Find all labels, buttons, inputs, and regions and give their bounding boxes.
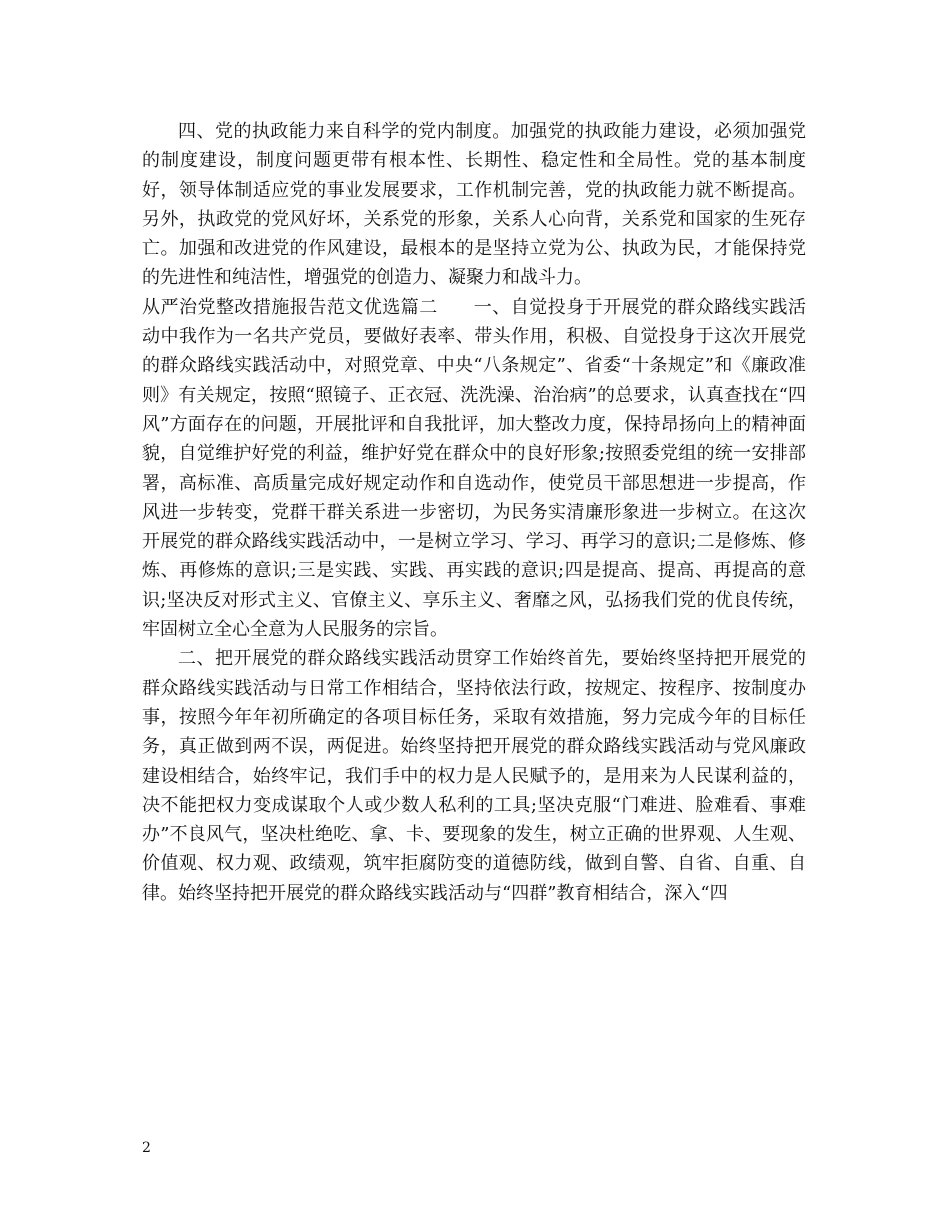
paragraph-section-two-intro	[142, 293, 806, 645]
paragraph-party-governance-capacity: 四、党的执政能力来自科学的党内制度。加强党的执政能力建设，必须加强党的制度建设，制度问题更带有根本性、长期性、稳定性和全局性。党的基本制度好，领导体制适应党的事业发展要求，工作机制完善，党的执政能力就不断提高。另外，执政党的党风好坏，关系党的形象，关系人心向背，关系党和国家的生死存亡。加强和改进党的作风建设，最根本的是坚持立党为公、执政为民，才能保持党的先进性和纯洁性，增强党的创造力、凝聚力和战斗力。	[142, 121, 806, 289]
body-text	[142, 117, 806, 908]
page-number: 2	[142, 1140, 151, 1156]
paragraph-mass-line-activity: 一、自觉投身于开展党的群众路线实践活动中我作为一名共产党员，要做好表率、带头作用，积极、自觉投身于这次开展党的群众路线实践活动中，对照党章、中央“八条规定”、省委“十条规定”和《廉政准则》有关规定，按照“照镜子、正衣冠、洗洗澡、治治病”的总要求，认真查找在“四风”方面存在的问题，开展批评和自我批评，加大整改力度，保持昂扬向上的精神面貌，自觉维护好党的利益，维护好党在群众中的良好形象;按照委党组的统一安排部署，高标准、高质量完成好规定动作和自选动作，使党员干部思想进一步提高，作风进一步转变，党群干群关系进一步密切，为民务实清廉形象进一步树立。在这次开展党的群众路线实践活动中，一是树立学习、学习、再学习的意识;二是修炼、修炼、再修炼的意识;三是实践、实践、再实践的意识;四是提高、提高、再提高的意识;坚决反对形式主义、官僚主义、享乐主义、奢靡之风，弘扬我们党的优良传统，牢固树立全心全意为人民服务的宗旨。	[142, 296, 807, 641]
section-title: 从严治党整改措施报告范文优选篇二	[142, 296, 438, 318]
paragraph-work-integration: 二、把开展党的群众路线实践活动贯穿工作始终首先，要始终坚持把开展党的群众路线实践活动与日常工作相结合，坚持依法行政，按规定、按程序、按制度办事，按照今年年初所确定的各项目标任务，采取有效措施，努力完成今年的目标任务，真正做到两不误，两促进。始终坚持把开展党的群众路线实践活动与党风廉政建设相结合，始终牢记，我们手中的权力是人民赋予的，是用来为人民谋利益的，决不能把权力变成谋取个人或少数人私利的工具;坚决克服“门难进、脸难看、事难办”不良风气，坚决杜绝吃、拿、卡、要现象的发生，树立正确的世界观、人生观、价值观、权力观、政绩观，筑牢拒腐防变的道德防线，做到自警、自省、自重、自律。始终坚持把开展党的群众路线实践活动与“四群”教育相结合，深入“四	[142, 648, 806, 904]
